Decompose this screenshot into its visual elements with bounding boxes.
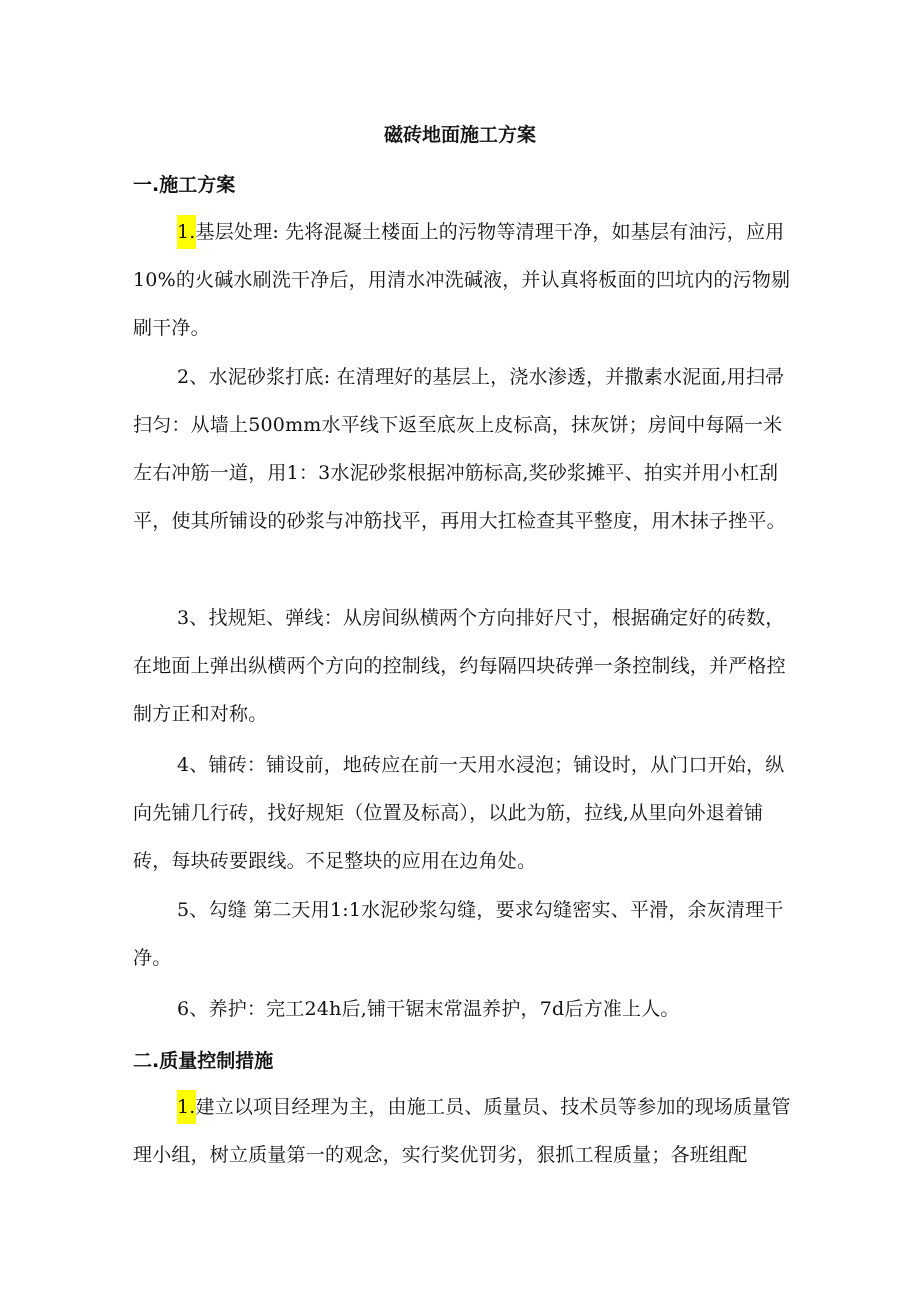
paragraph-layout-lines (133, 594, 793, 738)
paragraph-quality-team (133, 1083, 793, 1179)
document-title: 磁砖地面施工方案 (383, 124, 536, 146)
paragraph-curing (133, 985, 793, 1033)
item-number: 2、 (177, 366, 209, 388)
paragraph-text: 找规矩、弹线：从房间纵横两个方向排好尺寸，根据确定好的砖数，在地面上弹出纵横两个方向的控制线，约每隔四块砖弹一条控制线，并严格控制方正和对称。 (133, 607, 786, 725)
item-number-highlighted: 1. (177, 215, 196, 249)
paragraph-grouting (133, 886, 793, 982)
paragraph-text: 基层处理: 先将混凝土楼面上的污物等清理干净，如基层有油污，应用10%的火碱水刷洗干净后，用清水冲洗碱液，并认真将板面的凹坑内的污物剔刷干净。 (133, 221, 791, 339)
paragraph-laying-tiles (133, 741, 793, 885)
item-number: 4、 (177, 754, 209, 776)
item-number: 3、 (177, 607, 209, 629)
paragraph-base-treatment (133, 208, 793, 352)
paragraph-text: 建立以项目经理为主，由施工员、质量员、技术员等参加的现场质量管理小组，树立质量第一的观念，实行奖优罚劣，狠抓工程质量；各班组配 (133, 1096, 791, 1166)
section-heading-construction-plan: 一.施工方案 (133, 174, 236, 196)
item-number-highlighted: 1. (177, 1090, 196, 1124)
paragraph-text: 勾缝 第二天用1:1水泥砂浆勾缝，要求勾缝密实、平滑，余灰清理干净。 (133, 899, 784, 969)
paragraph-text: 养护：完工24h后,铺干锯末常温养护，7d后方准上人。 (208, 998, 680, 1020)
paragraph-text: 水泥砂浆打底: 在清理好的基层上，浇水渗透，并撒素水泥面,用扫帚扫匀：从墙上500mm水平线下返至底灰上皮标高，抹灰饼；房间中每隔一米左右冲筋一道，用1：3水泥砂浆根据冲筋标高,奖砂浆摊平、拍实并用小杠刮平，使其所铺设的砂浆与冲筋找平，再用大扛检查其平整度，用木抹子挫平。 (133, 366, 786, 532)
paragraph-text: 铺砖：铺设前，地砖应在前一天用水浸泡；铺设时，从门口开始，纵向先铺几行砖，找好规矩（位置及标高），以此为筋，拉线,从里向外退着铺砖，每块砖要跟线。不足整块的应用在边角处。 (133, 754, 785, 872)
item-number: 5、 (177, 899, 209, 921)
item-number: 6、 (177, 998, 209, 1020)
paragraph-mortar-base (133, 353, 793, 545)
section-heading-quality-control: 二.质量控制措施 (133, 1050, 274, 1072)
